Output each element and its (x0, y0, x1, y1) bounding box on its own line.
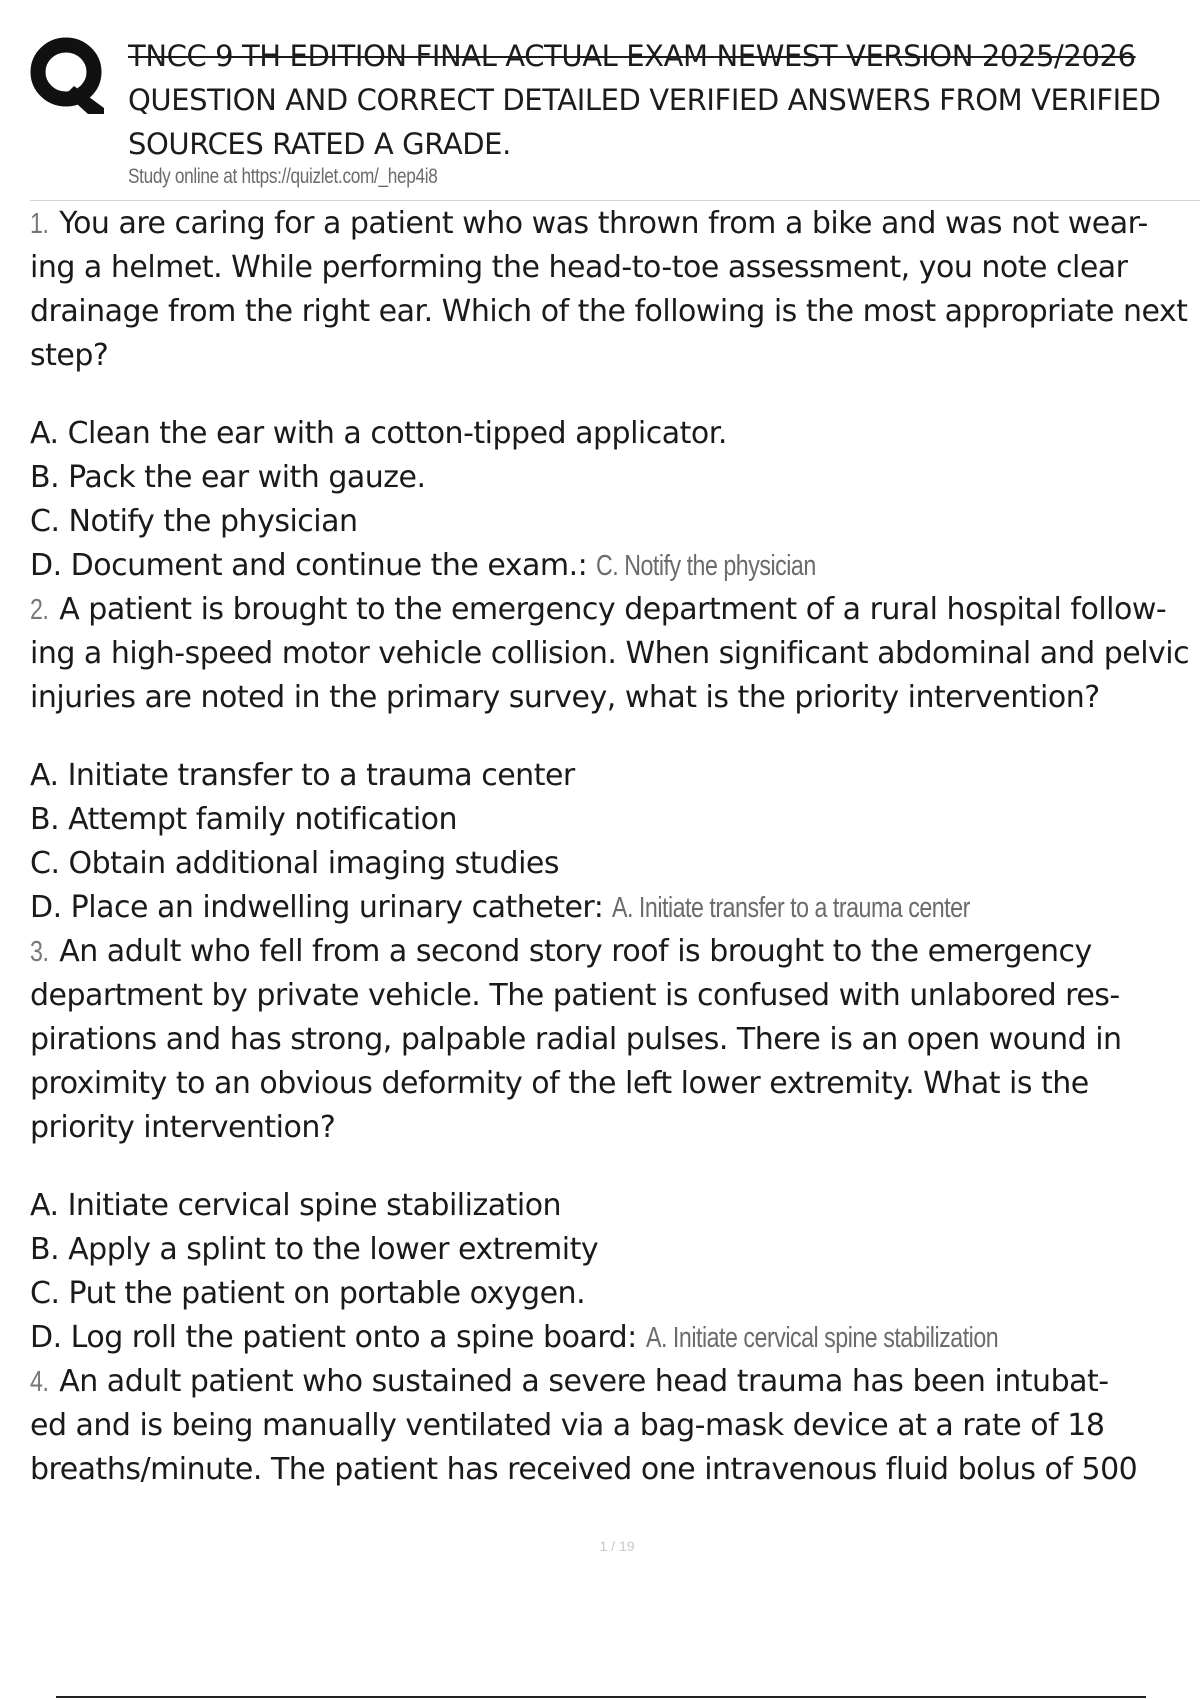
question-line: ed and is being manually ventilated via a bag-mask device at a rate of 18 (30, 1408, 1105, 1443)
question-3 (30, 930, 1200, 1360)
page-number: 1 / 19 (599, 1538, 635, 1554)
title-line-2: QUESTION AND CORRECT DETAILED VERIFIED ANSWERS FROM VERIFIED (128, 83, 1161, 117)
question-line: injuries are noted in the primary survey, what is the priority intervention? (30, 680, 1100, 715)
question-line: ing a high-speed motor vehicle collision. When significant abdominal and pelvic (30, 636, 1190, 671)
answer-option: C. Obtain additional imaging studies (30, 846, 560, 881)
question-number: 1. (30, 208, 49, 240)
answer-option: C. Notify the physician (30, 504, 358, 539)
title-line-1: TNCC 9 TH EDITION FINAL ACTUAL EXAM NEWEST VERSION 2025/2026 (128, 39, 1136, 73)
question-2 (30, 588, 1200, 930)
question-line: breaths/minute. The patient has received one intravenous fluid bolus of 500 (30, 1452, 1138, 1487)
correct-answer: C. Notify the physician (596, 550, 817, 582)
question-list (30, 202, 1200, 1492)
question-number: 4. (30, 1366, 49, 1398)
answer-option: A. Initiate transfer to a trauma center (30, 758, 575, 793)
answer-option-last: D. Document and continue the exam.: C. Notify the physician (30, 544, 1200, 588)
answer-option: B. Pack the ear with gauze. (30, 460, 426, 495)
question-line: step? (30, 338, 109, 373)
question-line: proximity to an obvious deformity of the left lower extremity. What is the (30, 1066, 1089, 1101)
correct-answer: A. Initiate cervical spine stabilization (645, 1322, 999, 1354)
question-line: department by private vehicle. The patient is confused with unlabored res- (30, 978, 1120, 1013)
footer-divider (56, 1696, 1146, 1698)
answer-option: B. Apply a splint to the lower extremity (30, 1232, 599, 1267)
question-1 (30, 202, 1200, 588)
question-line: 2. A patient is brought to the emergency department of a rural hospital follow- (30, 588, 1200, 632)
correct-answer: A. Initiate transfer to a trauma center (612, 892, 971, 924)
question-number: 2. (30, 594, 49, 626)
question-line: pirations and has strong, palpable radial pulses. There is an open wound in (30, 1022, 1122, 1057)
study-online-link[interactable]: Study online at https://quizlet.com/_hep4i8 (128, 165, 438, 188)
header-divider (30, 200, 1200, 201)
quizlet-q-logo-icon (30, 34, 106, 114)
document-title (128, 34, 1200, 166)
title-line-3: SOURCES RATED A GRADE. (128, 127, 511, 161)
answer-option: B. Attempt family notification (30, 802, 458, 837)
answer-option: A. Initiate cervical spine stabilization (30, 1188, 562, 1223)
question-number: 3. (30, 936, 49, 968)
answer-option: C. Put the patient on portable oxygen. (30, 1276, 586, 1311)
question-line: priority intervention? (30, 1110, 336, 1145)
question-4 (30, 1360, 1200, 1492)
question-line: 4. An adult patient who sustained a severe head trauma has been intubat- (30, 1360, 1200, 1404)
question-line: 1. You are caring for a patient who was thrown from a bike and was not wear- (30, 202, 1200, 246)
answer-option: A. Clean the ear with a cotton-tipped applicator. (30, 416, 727, 451)
question-line: 3. An adult who fell from a second story roof is brought to the emergency (30, 930, 1200, 974)
answer-option-last: D. Log roll the patient onto a spine board: A. Initiate cervical spine stabilization (30, 1316, 1200, 1360)
question-line: ing a helmet. While performing the head-to-toe assessment, you note clear (30, 250, 1128, 285)
answer-option-last: D. Place an indwelling urinary catheter: A. Initiate transfer to a trauma center (30, 886, 1200, 930)
question-line: drainage from the right ear. Which of the following is the most appropriate next (30, 294, 1188, 329)
